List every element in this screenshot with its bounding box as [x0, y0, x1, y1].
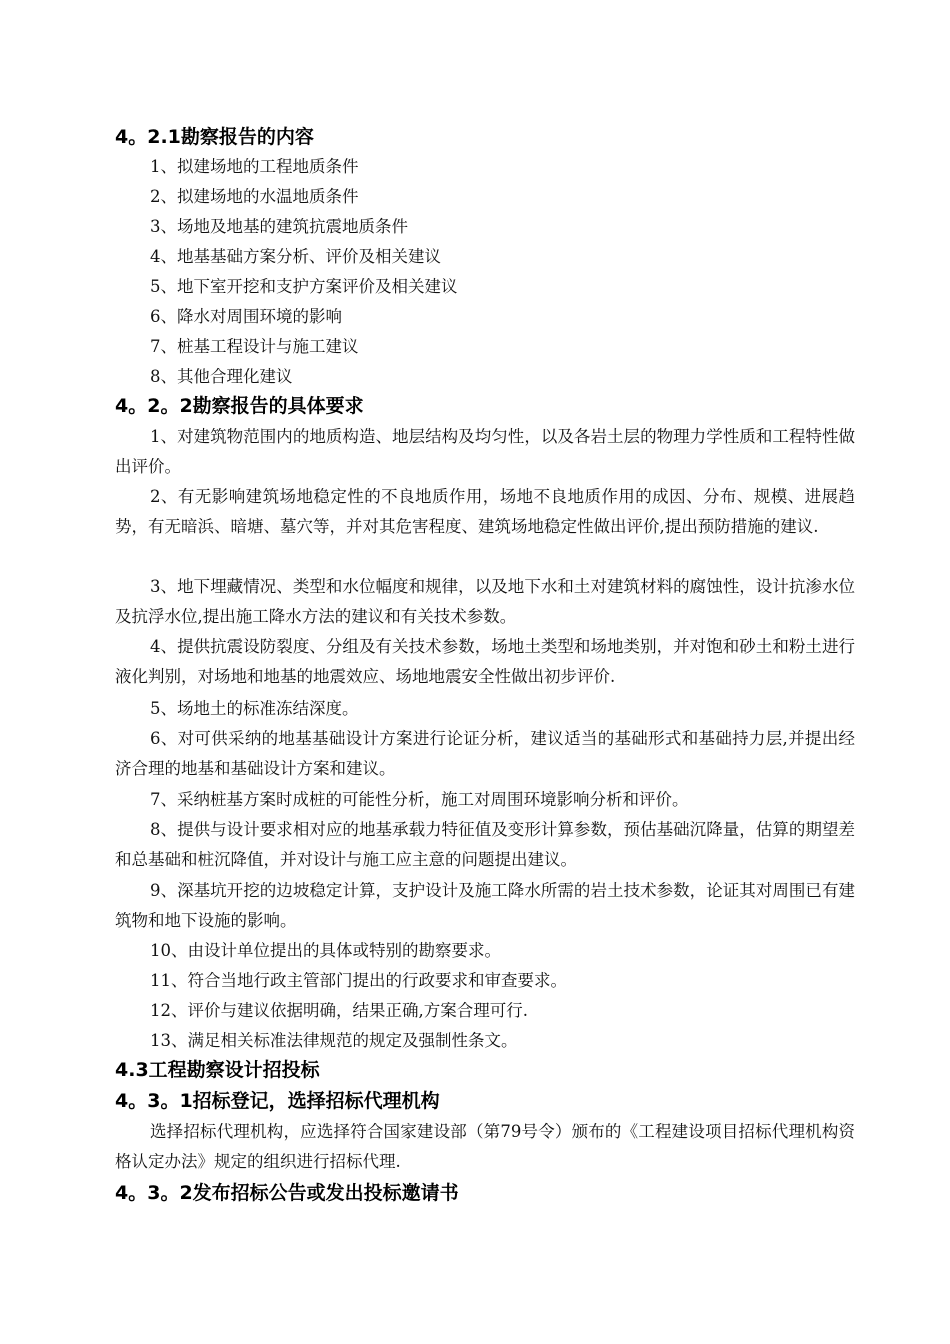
- requirement-paragraph: 12、评价与建议依据明确，结果正确,方案合理可行.: [150, 1001, 528, 1020]
- requirement-paragraph: 7、采纳桩基方案时成桩的可能性分析，施工对周围环境影响分析和评价。: [150, 790, 689, 809]
- requirement-paragraph: 2、有无影响建筑场地稳定性的不良地质作用，场地不良地质作用的成因、分布、规模、进展趋势，有无暗浜、暗塘、墓穴等，并对其危害程度、建筑场地稳定性做出评价,提出预防措施的建议.: [115, 487, 855, 536]
- section-heading-4-3: 4.3工程勘察设计招投标: [115, 1059, 320, 1081]
- list-item: 1、拟建场地的工程地质条件: [150, 157, 359, 176]
- requirement-paragraph: 11、符合当地行政主管部门提出的行政要求和审查要求。: [150, 971, 567, 990]
- requirement-paragraph: 8、提供与设计要求相对应的地基承载力特征值及变形计算参数，预估基础沉降量，估算的期望差和总基础和桩沉降值，并对设计与施工应主意的问题提出建议。: [115, 820, 855, 869]
- requirement-paragraph: 5、场地土的标准冻结深度。: [150, 699, 359, 718]
- section-heading-4-3-2: 4。3。2发布招标公告或发出投标邀请书: [115, 1182, 459, 1204]
- section-heading-4-2-1: 4。2.1勘察报告的内容: [115, 126, 314, 148]
- list-item: 3、场地及地基的建筑抗震地质条件: [150, 217, 408, 236]
- requirement-paragraph: 9、深基坑开挖的边坡稳定计算，支护设计及施工降水所需的岩土技术参数，论证其对周围已有建筑物和地下设施的影响。: [115, 881, 855, 930]
- list-item: 6、降水对周围环境的影响: [150, 307, 342, 326]
- list-item: 4、地基基础方案分析、评价及相关建议: [150, 247, 441, 266]
- list-item: 2、拟建场地的水温地质条件: [150, 187, 359, 206]
- list-item: 8、其他合理化建议: [150, 367, 293, 386]
- body-paragraph: 选择招标代理机构，应选择符合国家建设部（第79号令）颁布的《工程建设项目招标代理机构资格认定办法》规定的组织进行招标代理.: [115, 1122, 855, 1171]
- requirement-paragraph: 10、由设计单位提出的具体或特别的勘察要求。: [150, 941, 501, 960]
- section-heading-4-3-1: 4。3。1招标登记，选择招标代理机构: [115, 1090, 440, 1112]
- list-item: 5、地下室开挖和支护方案评价及相关建议: [150, 277, 458, 296]
- requirement-paragraph: 6、对可供采纳的地基基础设计方案进行论证分析，建议适当的基础形式和基础持力层,并提出经济合理的地基和基础设计方案和建议。: [115, 729, 855, 778]
- requirement-paragraph: 3、地下埋藏情况、类型和水位幅度和规律，以及地下水和土对建筑材料的腐蚀性，设计抗渗水位及抗浮水位,提出施工降水方法的建议和有关技术参数。: [115, 577, 855, 626]
- section-heading-4-2-2: 4。2。2勘察报告的具体要求: [115, 395, 364, 417]
- requirement-paragraph: 13、满足相关标准法律规范的规定及强制性条文。: [150, 1031, 518, 1050]
- list-item: 7、桩基工程设计与施工建议: [150, 337, 359, 356]
- requirement-paragraph: 1、对建筑物范围内的地质构造、地层结构及均匀性，以及各岩土层的物理力学性质和工程特性做出评价。: [115, 427, 855, 476]
- requirement-paragraph: 4、提供抗震设防裂度、分组及有关技术参数，场地土类型和场地类别，并对饱和砂土和粉土进行液化判别，对场地和地基的地震效应、场地地震安全性做出初步评价.: [115, 637, 855, 686]
